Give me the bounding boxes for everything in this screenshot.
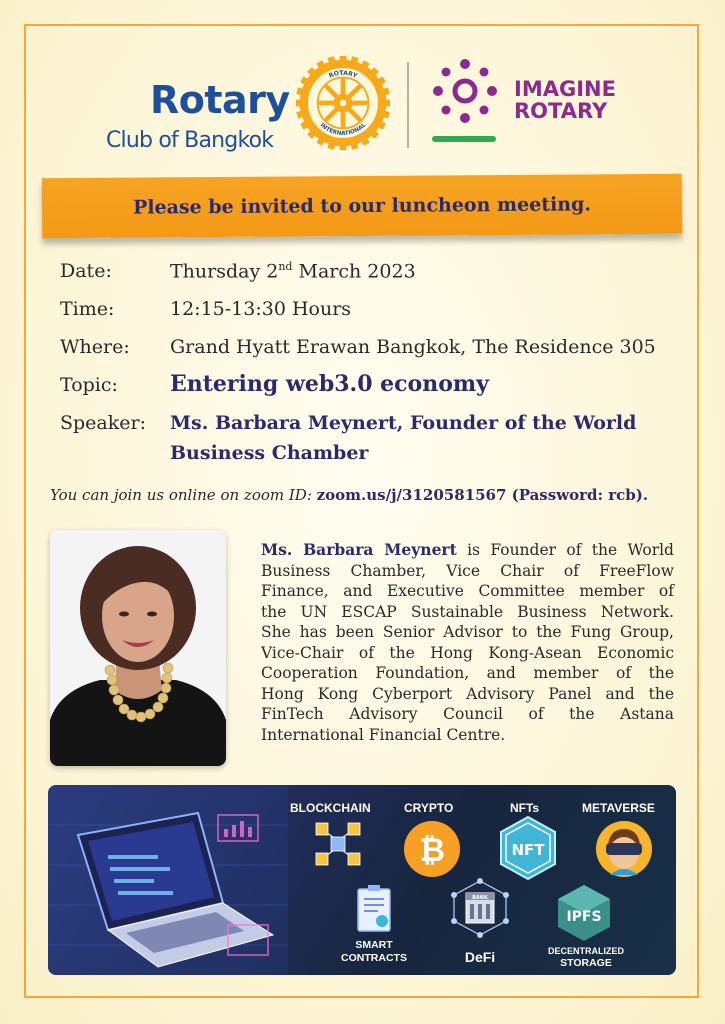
svg-text:IPFS: IPFS xyxy=(566,909,602,925)
green-underline xyxy=(432,136,496,142)
banner-text: Please be invited to our luncheon meeting. xyxy=(132,193,592,219)
time-value: 12:15-13:30 Hours xyxy=(170,298,352,320)
zoom-prefix: You can join us online on zoom ID: xyxy=(50,486,317,504)
topic-label: Topic: xyxy=(60,374,118,396)
blockchain-label: BLOCKCHAIN xyxy=(290,801,371,815)
bio-line: FinTech Advisory Council of the Astana xyxy=(261,705,674,723)
rotary-logotype: Rotary xyxy=(150,78,290,122)
defi-bank-icon xyxy=(446,877,514,939)
imagine-rotary-wordmark xyxy=(514,78,616,122)
where-label: Where: xyxy=(60,336,130,358)
speaker-label: Speaker: xyxy=(60,412,146,434)
nft-icon xyxy=(498,815,558,881)
imagine-word: IMAGINE xyxy=(514,77,616,101)
bio-line: Vice-Chair of the Hong Kong-Asean Economic xyxy=(261,643,674,662)
crypto-label: CRYPTO xyxy=(404,801,454,815)
laptop-icon xyxy=(48,785,288,975)
decentralized-storage-label: DECENTRALIZED STORAGE xyxy=(548,946,624,969)
bio-line: International Financial Centre. xyxy=(261,725,506,744)
svg-text:NFT: NFT xyxy=(511,841,545,859)
smart-contracts-label: SMART CONTRACTS xyxy=(341,939,407,964)
zoom-link[interactable]: zoom.us/j/3120581567 (Password: rcb). xyxy=(316,486,649,504)
defi-label: DeFi xyxy=(464,949,496,965)
where-value: Grand Hyatt Erawan Bangkok, The Residence 305 xyxy=(170,336,656,358)
blockchain-icon xyxy=(312,819,364,869)
imagine-rotary-burst-icon xyxy=(432,58,498,124)
logo-divider xyxy=(407,62,409,148)
bio-line: Cooperation Foundation, and member of the xyxy=(261,664,674,682)
time-label: Time: xyxy=(60,298,115,320)
bio-line: Business Chamber, Vice Chair of FreeFlow xyxy=(261,561,674,580)
date-label: Date: xyxy=(60,260,112,282)
bitcoin-icon xyxy=(402,819,462,879)
bio-line: Hong Kong Cyberport Advisory Panel and the xyxy=(261,684,674,703)
club-name: Club of Bangkok xyxy=(106,128,274,153)
svg-text:ROTARY: ROTARY xyxy=(327,69,359,80)
speaker-value-line1: Ms. Barbara Meynert, Founder of the World xyxy=(170,412,637,434)
rotary-wheel-icon xyxy=(296,56,390,150)
bio-line: the UN ESCAP Sustainable Business Network. xyxy=(261,602,674,621)
svg-text:₿: ₿ xyxy=(418,831,446,869)
metaverse-label: METAVERSE xyxy=(582,801,655,815)
bio-line: She has been Senior Advisor to the Fung Group, xyxy=(261,623,674,641)
topic-value: Entering web3.0 economy xyxy=(170,371,489,397)
bio-line: Finance, and Executive Committee member of xyxy=(261,582,674,600)
rotary-word: ROTARY xyxy=(514,99,608,123)
svg-text:BANK: BANK xyxy=(472,895,488,901)
speaker-bio xyxy=(261,540,674,745)
nfts-label: NFTs xyxy=(510,801,540,815)
bio-line: Ms. Barbara Meynert is Founder of the World xyxy=(261,540,674,559)
speaker-value-line2: Business Chamber xyxy=(170,442,369,464)
invitation-banner xyxy=(42,174,682,238)
ipfs-icon xyxy=(556,883,612,943)
svg-text:INTERNATIONAL: INTERNATIONAL xyxy=(318,122,368,137)
speaker-photo xyxy=(50,530,226,766)
smart-contract-icon xyxy=(354,883,394,935)
web3-graphic-panel xyxy=(48,785,676,975)
date-value: Thursday 2nd March 2023 xyxy=(170,260,416,283)
zoom-info xyxy=(50,486,648,504)
metaverse-vr-icon xyxy=(594,819,654,879)
